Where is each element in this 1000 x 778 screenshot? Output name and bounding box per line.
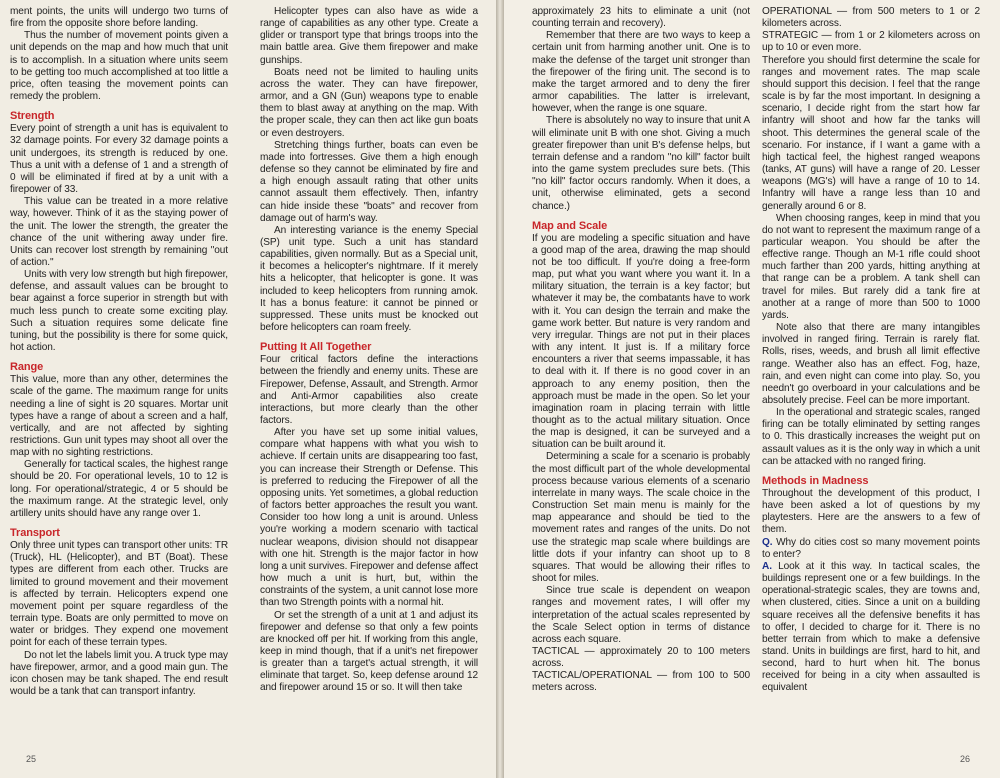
body-paragraph: This value can be treated in a more relative way, however. Think of it as the staying power of the unit. The lower the strength, the greater the chance of the unit withering away under fire. Units can recover lost strength by remaining "out of action." xyxy=(10,196,228,268)
qa-label: Q. xyxy=(762,536,773,548)
body-paragraph: Or set the strength of a unit at 1 and adjust its firepower and defense so that only a few points are knocked off per hit. If working from this angle, keep in mind though, that if a unit's net firepower is greater than a target's actual strength, it will eliminate that target. So, keep defense around 12 and firepower around 15 or so. It will then take xyxy=(260,609,478,694)
left-page-column-1 xyxy=(10,6,228,698)
body-paragraph: Remember that there are two ways to keep a certain unit from harming another unit. One is to make the defense of the target unit stronger than the firepower of the firing unit. The second is to make the target armored and to deny the firer armor capabilities. The latter is irrelevant, however, when the range is one square. xyxy=(532,30,750,115)
body-paragraph: approximately 23 hits to eliminate a unit (not counting terrain and recovery). xyxy=(532,6,750,30)
page-number-left: 25 xyxy=(26,754,37,764)
body-paragraph: Only three unit types can transport other units: TR (Truck), HL (Helicopter), and BT (Boat). These types are different from each other. Trucks are limited to ground movement and their movement is affected by terrain. Helicopters expend one movement point per square regardless of the terrain type. Boats are only permitted to move on water or bridges. They expend one movement point for each of these terrain types. xyxy=(10,540,229,649)
left-page xyxy=(0,0,496,778)
body-paragraph: Four critical factors define the interactions between the friendly and enemy units. These are Firepower, Defense, Assault, and Strength. Armor and Anti-Armor capabilities also create interactions, but more clearly than the other factors. xyxy=(260,354,478,426)
section-heading: Transport xyxy=(10,527,60,540)
body-paragraph: If you are modeling a specific situation and have a good map of the area, drawing the map should not be too difficult. If you're doing a free-form map, put what you want where you want it. In a military situation, the terrain is a key factor; but whatever it may be, the combatants have to work with it. You can design the terrain and make the game work better. But nature is very random and very irregular. Things are not put in their places with any intent. It just is. If a military force encounters a river that seems impassable, it has to deal with it. If there is no good cover in an approach to any enemy position, then the approach must be made in the open. So let your imagination roam in placing terrain with little thought as to the actual military situation. Once the map is designed, it can be surveyed and a situation can be built around it. xyxy=(532,232,750,451)
qa-text: Why do cities cost so many movement points to enter? xyxy=(762,536,980,560)
body-paragraph: Stretching things further, boats can even be made into fortresses. Give them a high enough defense so they cannot be eliminated by fire and a high enough assault rating that other units cannot assault them effectively. Then, infantry can hide inside these "boats" and recover from damage out of harm's way. xyxy=(260,139,478,224)
body-paragraph: Helicopter types can also have as wide a range of capabilities as any other type. Create a glider or transport type that brings troops into the main battle area. Give them firepower and make gunships. xyxy=(260,6,478,66)
body-paragraph: Note also that there are many intangibles involved in ranged firing. Terrain is rarely flat. Rolls, rises, weeds, and brush all limit effective range. Weather also has an effect. Fog, haze, rain, and even night can come into play. So, you needn't go overboard in your calculations and be absolutely precise. Feel can be more important. xyxy=(762,322,980,406)
section-heading: Range xyxy=(10,361,44,374)
body-paragraph: Units with very low strength but high firepower, defense, and assault values can be brought to bear against a force superior in strength but with much less punch to create some exciting play. Such a situation requires some delicate fine tuning, but the possibility is there for some quick, hot action. xyxy=(10,269,228,354)
body-paragraph: When choosing ranges, keep in mind that you do not want to represent the maximum range of a particular weapon. You should be after the effective range. Though an M-1 rifle could shoot much farther than 200 yards, hitting anything at that range can be a problem. A tank shell can travel for miles. But rarely did a tank fire at another at a range of more than 500 to 1000 yards. xyxy=(762,212,980,321)
body-paragraph: There is absolutely no way to insure that unit A will eliminate unit B with one shot. Giving a much greater firepower than unit B's defense helps, but terrain defense and a random "no kill" factor built into the game system precludes sure bets. (This "no kill" factor occurs randomly. When it does, a unit, otherwise eliminated, gets a second chance.) xyxy=(532,115,750,212)
body-paragraph: TACTICAL/OPERATIONAL — from 100 to 500 meters across. xyxy=(532,670,750,694)
qa-paragraph xyxy=(762,561,980,695)
page-number-right: 26 xyxy=(959,754,970,764)
section-heading: Strength xyxy=(10,110,55,123)
body-paragraph: In the operational and strategic scales, ranged firing can be totally eliminated by setting ranges to 0. This drastically increases the weight put on assault values as it is the only way in which a unit can be attacked with no ranged firing. xyxy=(762,407,980,467)
body-paragraph: Determining a scale for a scenario is probably the most difficult part of the whole developmental process because various elements of a scenario interrelate in many ways. The scale choice in the Construction Set main menu is mainly for the map appearance and should be tied to the movement rates and ranges of the units. Do not use the strategic map scale where buildings are little dots if your infantry can shoot up to 8 squares. That would be allowing their rifles to shoot for miles. xyxy=(532,451,750,585)
body-paragraph: An interesting variance is the enemy Special (SP) unit type. Such a unit has standard capabilities, given normally. But as a Special unit, it becomes a helicopter's nightmare. If it merely hits a helicopter, that helicopter is gone. It was included to keep helicopters from running amok. It has a bonus feature: it cannot be pinned or suppressed. These units must be knocked out before helicopters can roam freely. xyxy=(260,224,478,334)
body-paragraph: STRATEGIC — from 1 or 2 kilometers across on up to 10 or even more. xyxy=(762,30,980,54)
body-paragraph: This value, more than any other, determines the scale of the game. The maximum range for units needing a line of sight is 20 squares. Mortar unit types have a range of about a screen and a half, vertically, and are not affected by sighting restrictions. Gun unit types may shoot all over the map with no sighting restrictions. xyxy=(10,374,228,459)
body-paragraph: OPERATIONAL — from 500 meters to 1 or 2 kilometers across. xyxy=(762,6,980,30)
section-heading: Methods in Madness xyxy=(762,474,869,487)
body-paragraph: Generally for tactical scales, the highest range should be 20. For operational levels, 10 to 12 is long. For operational/strategic, 4 or 5 should be the maximum range. At the strategic level, only artillery units should have any range over 1. xyxy=(10,459,228,519)
section-heading: Putting It All Together xyxy=(260,341,372,354)
body-paragraph: Since true scale is dependent on weapon ranges and movement rates, I will offer my interpretation of the actual scales represented by the Scale Select option in terms of distance across each square. xyxy=(532,585,750,645)
qa-text: Look at it this way. In tactical scales, the buildings represent one or a few buildings. In the operational-strategic scales, they are towns and, when clustered, cities. Since a unit on a building square receives all the defensive benefits it has to offer, I decided to charge for it. There is no better terrain from which to make a defensive stand. Units in buildings are first, hard to hit, and second, hard to hurt when hit. The bonus received for being in a city when assaulted is equivalent xyxy=(762,560,980,694)
body-paragraph: Throughout the development of this product, I have been asked a lot of questions by my playtesters. Here are the answers to a few of them. xyxy=(762,487,980,536)
body-paragraph: Thus the number of movement points given a unit depends on the map and how much that unit is to accomplish. In a situation where units seem to be getting too much accomplished at too little a price, often teasing the movement points can remedy the problem. xyxy=(10,30,228,103)
qa-paragraph xyxy=(762,537,980,561)
right-page-column-1 xyxy=(532,6,750,695)
right-page xyxy=(504,0,1000,778)
body-paragraph: TACTICAL — approximately 20 to 100 meters across. xyxy=(532,645,750,670)
section-heading: Map and Scale xyxy=(532,219,608,232)
body-paragraph: ment points, the units will undergo two turns of fire from the opposite shore before landing. xyxy=(10,6,228,30)
body-paragraph: Boats need not be limited to hauling units across the water. They can have firepower, armor, and a GN (Gun) weapons type to enable them to blast away at anything on the map. With the proper scale, they can then act like gun boats or even destroyers. xyxy=(260,66,478,139)
body-paragraph: Do not let the labels limit you. A truck type may have firepower, armor, and a good main gun. The icon chosen may be tank shaped. The end result would be a tank that can transport infantry. xyxy=(10,649,228,697)
right-page-column-2 xyxy=(762,6,980,695)
body-paragraph: Every point of strength a unit has is equivalent to 32 damage points. For every 32 damage points a unit undergoes, its strength is reduced by one. Thus a unit with a defense of 1 and a strength of 0 will be eliminated if fired at by a unit with a firepower of 33. xyxy=(10,123,228,196)
qa-label: A. xyxy=(762,560,772,572)
left-page-column-2 xyxy=(260,6,478,695)
binding-gutter xyxy=(496,0,504,778)
body-paragraph: Therefore you should first determine the scale for ranges and movement rates. The map scale should support this decision. I feel that the range scale is by far the most important. In designing a scenario, I decide right from the start how far infantry will shoot and how far the tanks will shoot. This determines the general scale of the scenario. For instance, if I want a game with a high tactical feel, the highest ranged weapons (tanks, AT guns) will have a range of 20. Lesser weapons (MG's) will have a range of 10 to 14. Infantry will have a range less than 10 and generally around 6 or 8. xyxy=(762,54,980,212)
body-paragraph: After you have set up some initial values, compare what happens with what you wish to achieve. If certain units are disappearing too fast, you can increase their Strength or Defense. This is preferred to reducing the Firepower of all the opposing units. Yet sometimes, a global reduction of factors better approaches the result you want. Consider too how long a unit is around. Unless you're working a modern scenario with tactical nuclear weapons, division should not disappear with one hit. Strength is the major factor in how long a unit survives. Firepower and defense affect how much a unit is hurt, but, within the constraints of the system, a unit cannot lose more than two Strength points with a normal hit. xyxy=(260,427,478,609)
